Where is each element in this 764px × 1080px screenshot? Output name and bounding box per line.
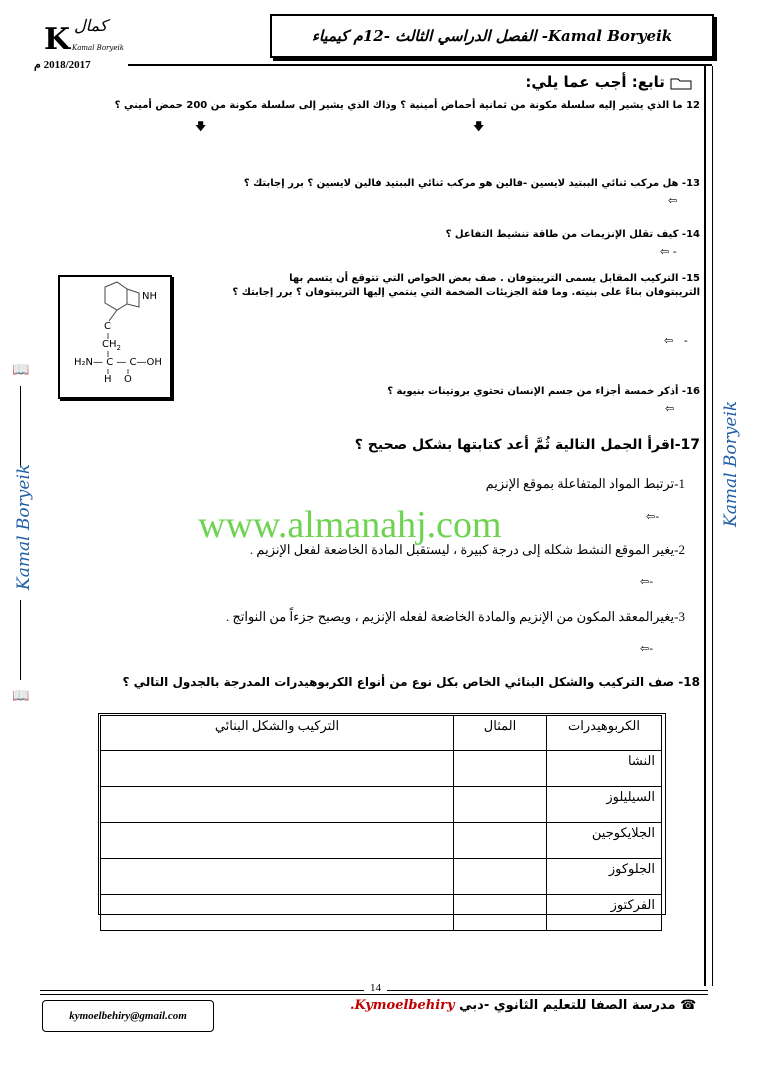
question-15-line-2: التريبتوفان بناءً على بنيته. وما فئة الجزيئات الضخمة التي ينتمي إليها التريبتوفان ؟ برر إجابتك ؟ [232, 287, 700, 298]
table-row: الجلوكوز [101, 859, 662, 895]
page-number: 14 [364, 982, 387, 994]
page-header [270, 14, 714, 58]
tryptophan-structure [58, 275, 172, 399]
answer-arrow-icon: ⇦ [665, 402, 675, 415]
question-16: 16- أذكر خمسة أجزاء من جسم الإنسان تحتوي بروتينات بنيوية ؟ [387, 386, 700, 397]
o-label: O [124, 374, 132, 385]
table-row: الجلايكوجين [101, 823, 662, 859]
question-15-line-1: 15- التركيب المقابل يسمى التريبتوفان . صف بعض الخواص التي تتوقع أن يتسم بها [289, 273, 700, 284]
footer-rule-thin [40, 994, 708, 995]
phone-icon: ☎ [680, 998, 697, 1013]
section-heading: تابع: أجب عما يلي: [470, 72, 692, 91]
carbohydrates-table [100, 715, 662, 931]
school-year: 2018/2017 م [34, 59, 91, 71]
right-border-rule-thin [712, 66, 713, 986]
header-title: Kamal Boryeik- الفصل الدراسي الثالث -12م كيمياء [311, 27, 673, 45]
footer-brand: Kymoelbehiry. [350, 998, 455, 1013]
down-arrow-icon: 🡇 [195, 120, 207, 133]
ch2-label: $CH_2$ [102, 339, 121, 352]
footer-email: kymoelbehiry@gmail.com [42, 1000, 214, 1032]
logo-signature: كمال [74, 16, 108, 35]
answer-arrow-icon: ⇦ - [660, 245, 677, 258]
answer-arrow-icon: ⇦- [640, 575, 654, 588]
right-border-rule [704, 66, 706, 986]
table-row: السيليلوز [101, 787, 662, 823]
question-18: 18- صف التركيب والشكل البنائي الخاص بكل نوع من أنواع الكربوهيدرات المدرجة بالجدول التالي ؟ [122, 675, 700, 689]
logo-letter: K [44, 22, 71, 57]
question-17: 17-اقرأ الجمل التالية ثُمَّ أعد كتابتها بشكل صحيح ؟ [354, 437, 700, 453]
table-row: النشا [101, 751, 662, 787]
left-side-rule [20, 386, 21, 466]
question-13: 13- هل مركب ثنائي الببتيد لايسين -فالين هو مركب ثنائي الببتيد فالين لايسين ؟ برر إجابتك ؟ [243, 178, 700, 189]
question-12: 12 ما الذي يشير إليه سلسلة مكونة من ثمانية أحماض أمينية ؟ وذاك الذي يشير إلى سلسلة مكونة من 200 حمض أميني ؟ [114, 100, 700, 111]
answer-arrow-icon: ⇦- [640, 642, 654, 655]
footer-school [350, 998, 696, 1013]
left-side-rule-2 [20, 600, 21, 680]
question-17-sentence-1: 1-ترتبط المواد المتفاعلة بموقع الإنزيم [485, 476, 685, 491]
side-label-left: Kamal Boryeik [14, 463, 34, 590]
nh-label: NH [142, 291, 157, 302]
answer-arrow-icon: ⇦- [646, 510, 660, 523]
header-divider [128, 64, 712, 66]
book-icon: 📖 [12, 362, 30, 378]
down-arrow-icon: 🡇 [473, 120, 485, 133]
logo-name: Kamal Boryeik [72, 44, 124, 52]
watermark: www.almanahj.com [198, 504, 502, 546]
header-carbohydrates: الكربوهيدرات [547, 716, 662, 751]
table-header-row [101, 716, 662, 751]
school-name: مدرسة الصفا للتعليم الثانوي -دبي [459, 998, 676, 1013]
header-example: المثال [454, 716, 547, 751]
side-label-right: Kamal Boryeik [721, 400, 741, 527]
main-chain-label: H₂N— C — C—OH [74, 357, 162, 368]
question-14: 14- كيف تقلل الإنزيمات من طاقة تنشيط التفاعل ؟ [445, 229, 700, 240]
question-17-sentence-2: 2-يغير الموقع النشط شكله إلى درجة كبيرة ، ليستقبل المادة الخاضعة لفعل الإنزيم . [249, 542, 685, 557]
question-17-sentence-3: 3-يغيرالمعقد المكون من الإنزيم والمادة الخاضعة لفعله الإنزيم ، ويصبح جزءاً من النواتج . [225, 609, 685, 624]
header-structure: التركيب والشكل البنائي [101, 716, 454, 751]
table-row: الفركتوز [101, 895, 662, 931]
h-label: H [104, 374, 112, 385]
c-label: C [104, 321, 111, 332]
answer-arrow-icon: ⇦ - [664, 334, 688, 347]
book-icon-2: 📖 [12, 688, 30, 704]
folder-icon [670, 76, 692, 90]
answer-arrow-icon: ⇦ [668, 194, 678, 207]
